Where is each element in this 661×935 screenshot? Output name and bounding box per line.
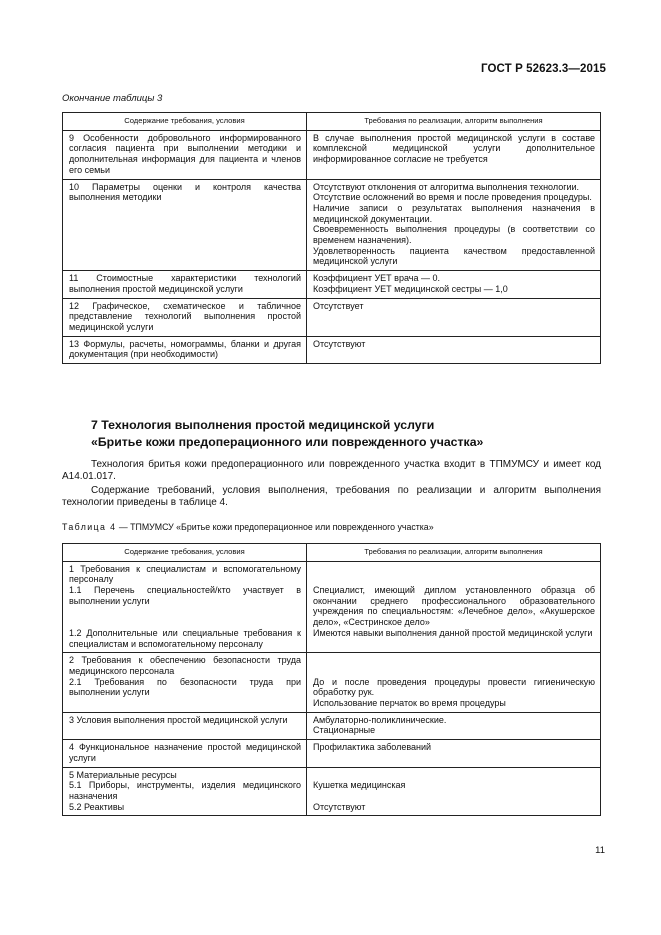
cell-line: До и после проведения процедуры провести гигиеническую обработку рук. [313, 676, 595, 698]
cell-line: Коэффициент УЕТ врача — 0. [313, 273, 440, 284]
cell-line: Отсутствуют отклонения от алгоритма выполнения технологии. [313, 181, 580, 192]
table-row [63, 767, 601, 816]
table-header-row [63, 544, 601, 562]
column-header: Содержание требования, условия [63, 544, 307, 562]
cell-line: 1.1 Перечень специальностей/кто участвует в выполнении услуги [69, 585, 301, 606]
body-paragraph: Содержание требований, условия выполнения, требования по реализации и алгоритм выполнения технологии приведены в таблице 4. [62, 485, 601, 509]
table-row [63, 653, 601, 712]
cell-line: 1 Требования к специалистам и вспомогательному персоналу [69, 563, 301, 585]
table4-caption [62, 522, 434, 532]
implementation-cell [307, 767, 601, 816]
cell-line: Наличие записи о результатах выполнения назначения в медицинской документации. [313, 202, 595, 224]
cell-line: Отсутствие осложнений во время и после проведения процедуры. [313, 192, 592, 203]
implementation-cell: Отсутствует [307, 298, 601, 336]
cell-line: Отсутствуют [313, 801, 366, 812]
table-row [63, 740, 601, 767]
cell-line: 5.2 Реактивы [69, 801, 125, 812]
implementation-cell [307, 179, 601, 271]
requirement-cell: 3 Условия выполнения простой медицинской услуги [63, 712, 307, 739]
requirement-cell: 10 Параметры оценки и контроля качества выполнения методики [63, 179, 307, 271]
table4-caption-label: Таблица 4 [62, 522, 117, 532]
requirement-cell: 11 Стоимостные характеристики технологий выполнения простой медицинской услуги [63, 271, 307, 298]
standard-code: ГОСТ Р 52623.3—2015 [481, 63, 606, 75]
section-title-line: 7 Технология выполнения простой медицинской услуги [91, 418, 435, 432]
cell-line: Кушетка медицинская [313, 780, 406, 791]
requirement-cell: 13 Формулы, расчеты, номограммы, бланки и другая документация (при необходимости) [63, 336, 307, 363]
requirement-cell [63, 653, 307, 712]
cell-line: Удовлетворенность пациента качеством предоставленной медицинской услуги [313, 245, 595, 267]
implementation-cell [307, 271, 601, 298]
requirement-cell [63, 767, 307, 816]
table-row [63, 298, 601, 336]
requirement-cell: 12 Графическое, схематическое и табличное представление технологий выполнения простой медицинской услуги [63, 298, 307, 336]
cell-line: 5 Материальные ресурсы [69, 769, 177, 780]
implementation-cell [307, 653, 601, 712]
table-3-continuation [62, 112, 601, 364]
section-title-line: «Бритье кожи предоперационного или поврежденного участка» [91, 435, 484, 449]
section-7-title [91, 417, 611, 451]
requirement-cell: 9 Особенности добровольного информированного согласия пациента при выполнении методики и дополнительная информация для пациента и членов его семьи [63, 130, 307, 179]
cell-line: 1.2 Дополнительные или специальные требования к специалистам и вспомогательному персоналу [69, 627, 301, 649]
table-row [63, 130, 601, 179]
table-row [63, 561, 601, 653]
cell-line: Использование перчаток во время процедуры [313, 698, 506, 709]
implementation-cell: Профилактика заболеваний [307, 740, 601, 767]
cell-line: 2.1 Требования по безопасности труда при выполнении услуги [69, 676, 301, 698]
table-header-row [63, 113, 601, 131]
table4-caption-text: — ТПМУМСУ «Бритье кожи предоперационное или поврежденного участка» [116, 522, 434, 532]
cell-line: Коэффициент УЕТ медицинской сестры — 1,0 [313, 283, 508, 294]
cell-line: 5.1 Приборы, инструменты, изделия медицинского назначения [69, 780, 301, 801]
requirement-cell [63, 561, 307, 653]
body-paragraph: Технология бритья кожи предоперационного или поврежденного участка входит в ТПМУМСУ и имеет код А14.01.017. [62, 459, 601, 483]
cell-line: 2 Требования к обеспечению безопасности труда медицинского персонала [69, 655, 301, 676]
column-header: Требования по реализации, алгоритм выполнения [307, 113, 601, 131]
implementation-cell [307, 561, 601, 653]
implementation-cell: Отсутствуют [307, 336, 601, 363]
cell-line: Специалист, имеющий диплом установленного образца об окончании среднего профессионального образовательного учреждения по специальностям: «Лечебное дело», «Акушерское дело», «Сестринское дело» [313, 585, 595, 628]
page-number: 11 [595, 845, 605, 856]
table-row [63, 712, 601, 739]
cell-line: Своевременность выполнения процедуры (в соответствии со временем назначения). [313, 224, 595, 246]
table3-continuation-caption: Окончание таблицы 3 [62, 93, 163, 104]
cell-line: Имеются навыки выполнения данной простой медицинской услуги [313, 627, 593, 638]
cell-line: Амбулаторно-поликлинические. [313, 714, 447, 725]
column-header: Требования по реализации, алгоритм выполнения [307, 544, 601, 562]
table-4 [62, 543, 601, 816]
column-header: Содержание требования, условия [63, 113, 307, 131]
requirement-cell: 4 Функциональное назначение простой медицинской услуги [63, 740, 307, 767]
implementation-cell [307, 712, 601, 739]
implementation-cell: В случае выполнения простой медицинской услуги в составе комплексной медицинской услуги дополнительное информированное согласие не требуется [307, 130, 601, 179]
table-row [63, 179, 601, 271]
cell-line: Стационарные [313, 725, 376, 736]
table-row [63, 336, 601, 363]
table-row [63, 271, 601, 298]
